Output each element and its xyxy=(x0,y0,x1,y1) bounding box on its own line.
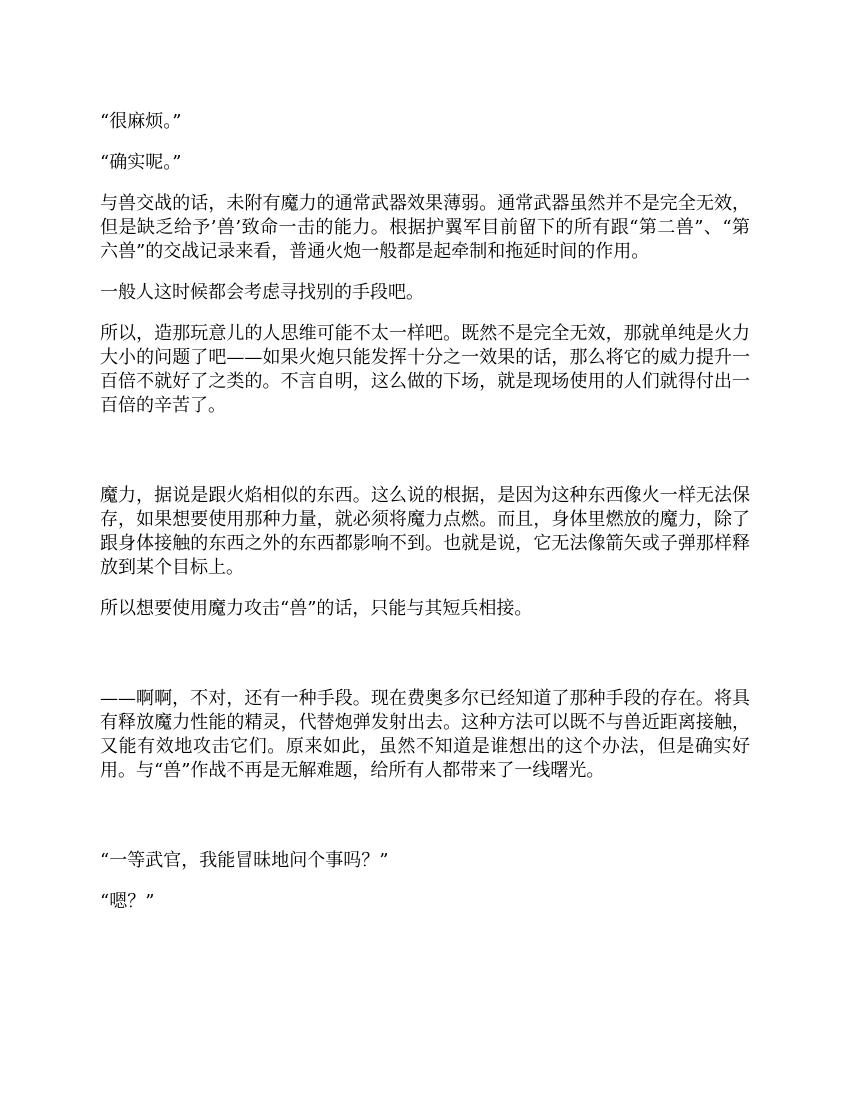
section-break xyxy=(100,638,750,687)
document-body xyxy=(100,110,750,931)
section-break xyxy=(100,435,750,484)
paragraph: ——啊啊，不对，还有一种手段。现在费奥多尔已经知道了那种手段的存在。将具有释放魔力性能的精灵，代替炮弹发射出去。这种方法可以既不与兽近距离接触，又能有效地攻击它们。原来如此，虽然不知道是谁想出的这个办法，但是确实好用。与“兽”作战不再是无解难题，给所有人都带来了一线曙光。 xyxy=(100,688,750,781)
paragraph: 魔力，据说是跟火焰相似的东西。这么说的根据，是因为这种东西像火一样无法保存，如果想要使用那种力量，就必须将魔力点燃。而且，身体里燃放的魔力，除了跟身体接触的东西之外的东西都影响不到。也就是说，它无法像箭矢或子弹那样释放到某个目标上。 xyxy=(100,485,750,578)
paragraph: 与兽交战的话，未附有魔力的通常武器效果薄弱。通常武器虽然并不是完全无效，但是缺乏给予’兽’致命一击的能力。根据护翼军目前留下的所有跟“第二兽”、“第六兽”的交战记录来看，普通火炮一般都是起牵制和拖延时间的作用。 xyxy=(100,193,750,262)
section-break xyxy=(100,800,750,849)
paragraph: 所以想要使用魔力攻击“兽”的话，只能与其短兵相接。 xyxy=(100,598,533,619)
paragraph: “一等武官，我能冒昧地问个事吗？” xyxy=(100,850,389,871)
paragraph: 所以，造那玩意儿的人思维可能不太一样吧。既然不是完全无效，那就单纯是火力大小的问题了吧——如果火炮只能发挥十分之一效果的话，那么将它的威力提升一百倍不就好了之类的。不言自明，这么做的下场，就是现场使用的人们就得付出一百倍的辛苦了。 xyxy=(100,323,750,416)
paragraph: 一般人这时候都会考虑寻找别的手段吧。 xyxy=(100,282,424,303)
paragraph: “很麻烦。” xyxy=(100,111,182,132)
paragraph: “确实呢。” xyxy=(100,152,182,173)
paragraph: “嗯？” xyxy=(100,891,155,912)
